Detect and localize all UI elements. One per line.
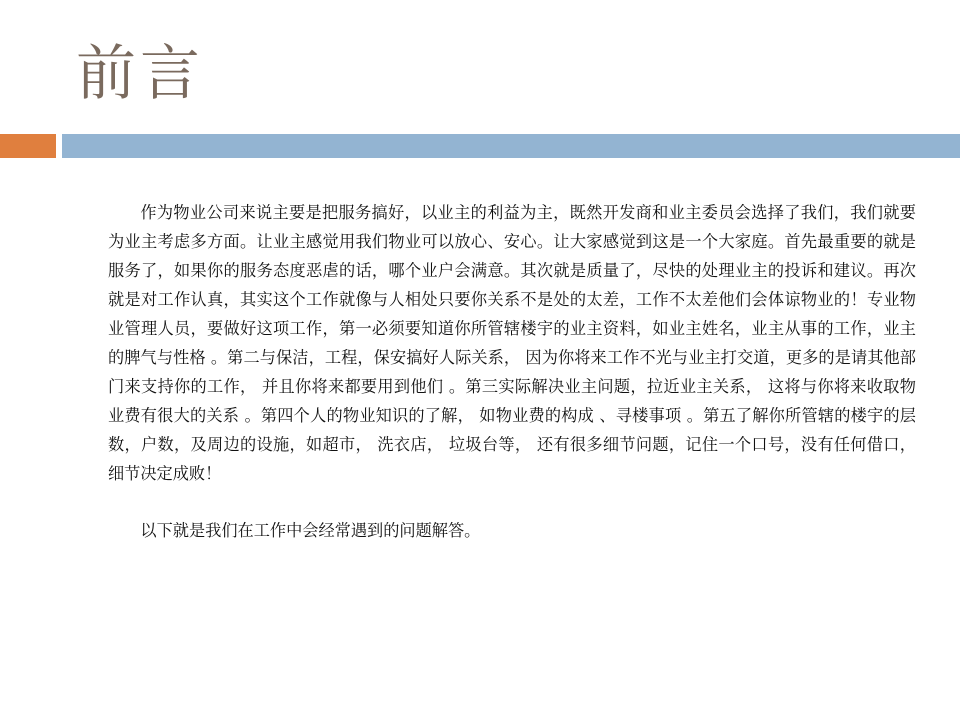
paragraph-followup: 以下就是我们在工作中会经常遇到的问题解答。 bbox=[140, 521, 481, 540]
body-text bbox=[108, 198, 916, 545]
page-title: 前言 bbox=[76, 39, 204, 109]
title-accent-bar-orange bbox=[0, 134, 56, 158]
paragraph-intro: 作为物业公司来说主要是把服务搞好，以业主的利益为主，既然开发商和业主委员会选择了我们，我们就要为业主考虑多方面。让业主感觉用我们物业可以放心、安心。让大家感觉到这是一个大家庭。首先最重要的就是服务了，如果你的服务态度恶虐的话，哪个业户会满意。其次就是质量了，尽快的处理业主的投诉和建议。再次就是对工作认真，其实这个工作就像与人相处只要你关系不是处的太差，工作不太差他们会体谅物业的！专业物业管理人员，要做好这项工作，第一必须要知道你所管辖楼宇的业主资料，如业主姓名，业主从事的工作，业主的脾气与性格 。第二与保洁，工程，保安搞好人际关系， 因为你将来工作不光与业主打交道，更多的是请其他部门来支持你的工作， 并且你将来都要用到他们 。第三实际解决业主问题，拉近业主关系， 这将与你将来收取物业费有很大的关系 。第四个人的物业知识的了解， 如物业费的构成 、寻楼事项 。第五了解你所管辖的楼宇的层数，户数，及周边的设施，如超市， 洗衣店， 垃圾台等， 还有很多细节问题，记住一个口号，没有任何借口， 细节决定成败！ bbox=[108, 203, 916, 483]
title-accent-bar-blue bbox=[62, 134, 960, 158]
